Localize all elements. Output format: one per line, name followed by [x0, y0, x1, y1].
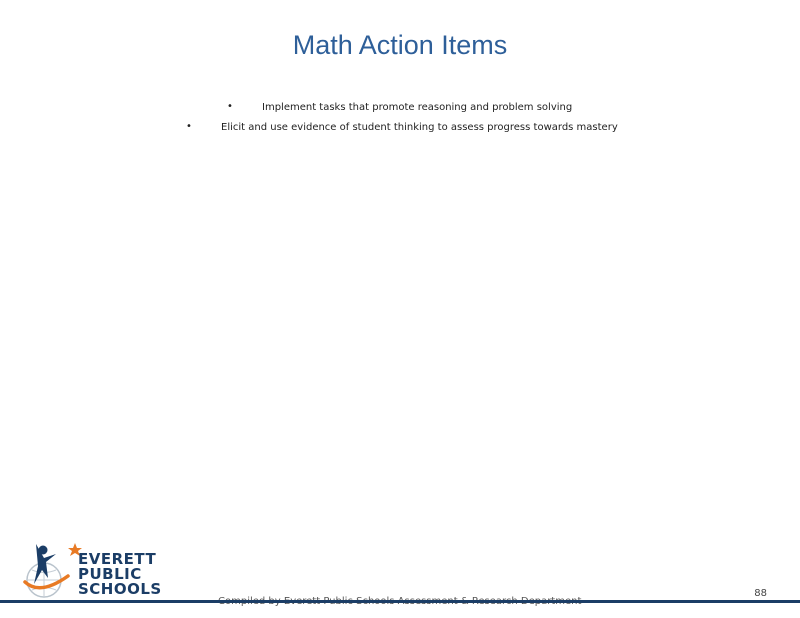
bullet-list [0, 0, 800, 140]
bullet-item [0, 122, 800, 136]
bullet-item [0, 102, 800, 116]
bullet-marker: • [186, 121, 192, 132]
logo-wordmark [78, 552, 162, 597]
bullet-text: Implement tasks that promote reasoning and problem solving [262, 102, 573, 113]
bullet-text: Elicit and use evidence of student thinking to assess progress towards mastery [221, 122, 618, 133]
footer-rule [0, 600, 800, 603]
slide-title: Math Action Items [292, 30, 508, 60]
logo-line: EVERETT [78, 550, 157, 568]
everett-public-schools-logo [22, 540, 172, 602]
logo-line: SCHOOLS [78, 580, 162, 598]
logo-line: PUBLIC [78, 565, 142, 583]
student-swoosh-icon [22, 540, 82, 602]
page-number: 88 [754, 588, 767, 599]
bullet-marker: • [227, 101, 233, 112]
